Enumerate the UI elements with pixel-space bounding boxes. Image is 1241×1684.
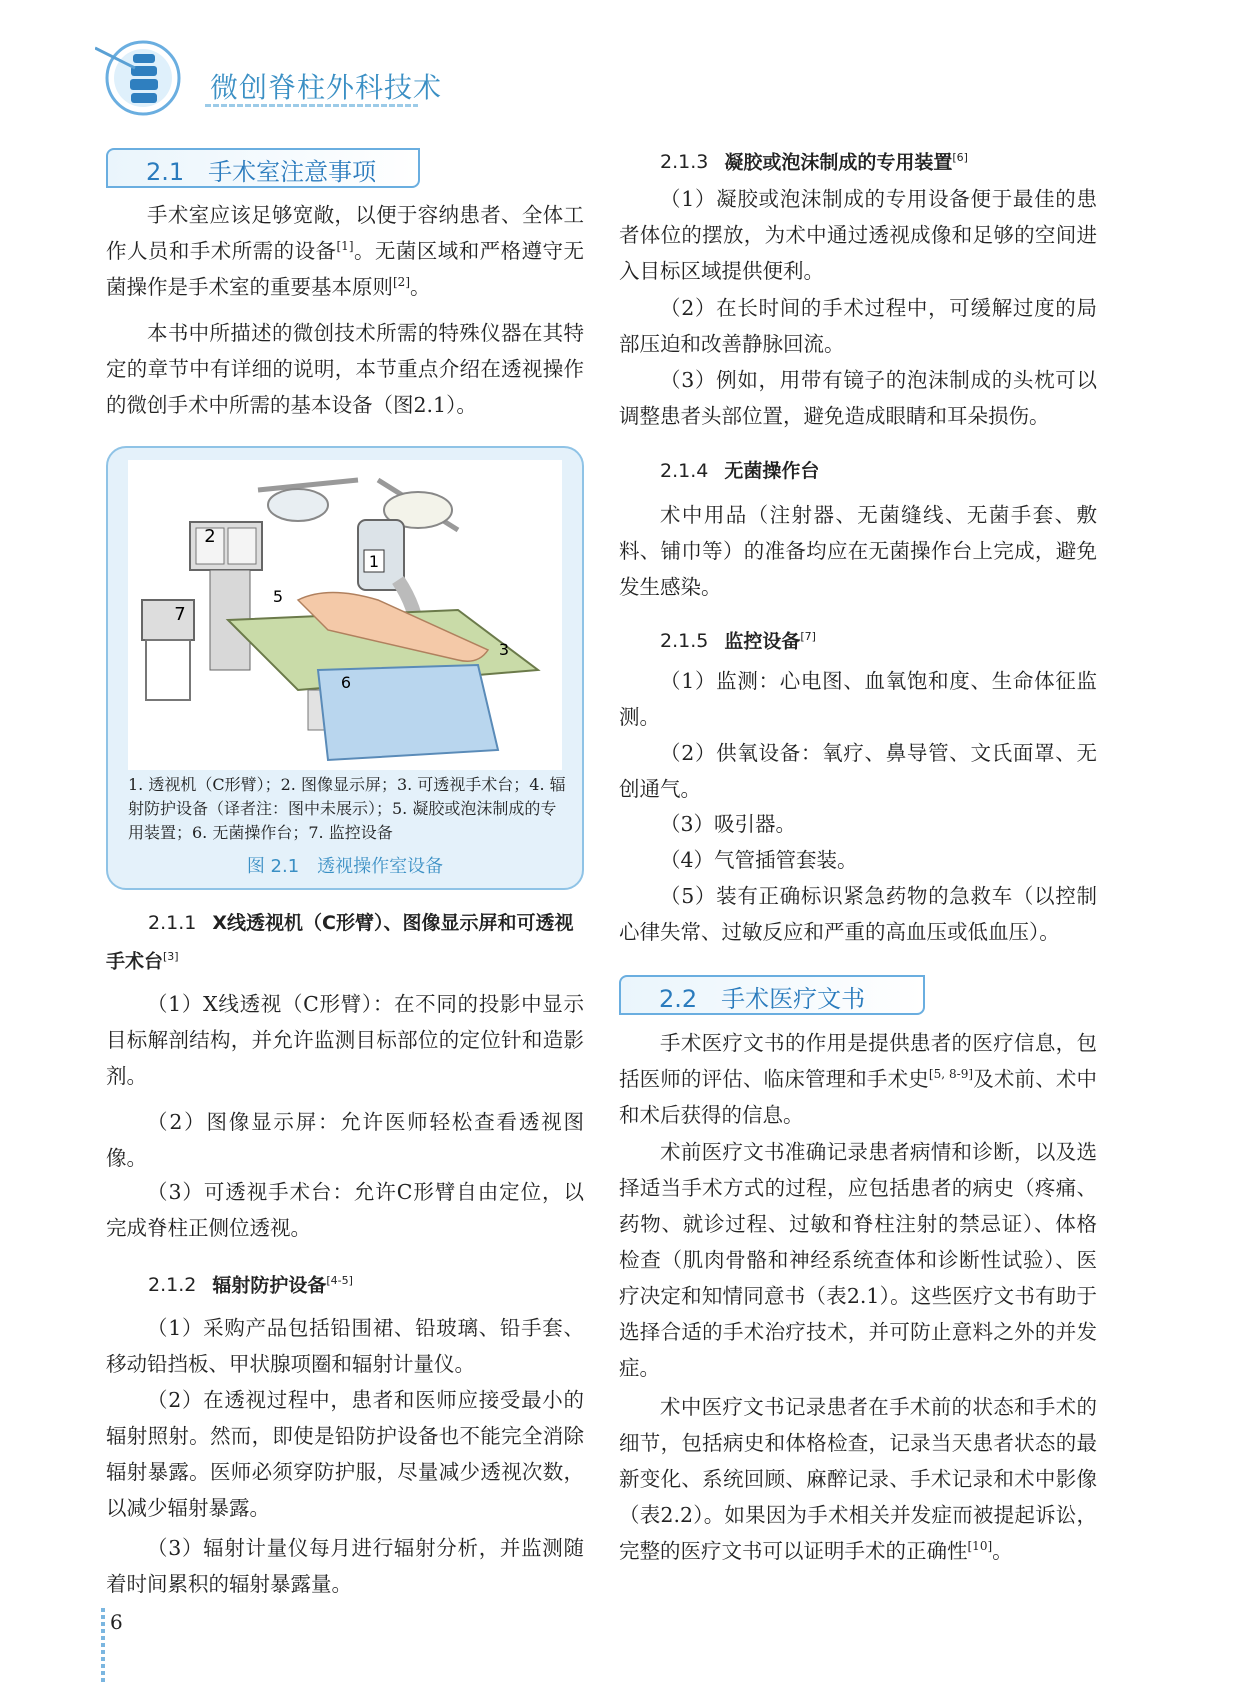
page-margin-mark — [101, 1608, 105, 1684]
figure-title: 图 2.1 透视操作室设备 — [246, 856, 444, 877]
paragraph: （4）气管插管套装。 — [660, 848, 858, 872]
figure-label-1: 1 — [368, 552, 380, 571]
paragraph: （1）凝胶或泡沫制成的专用设备便于最佳的患者体位的摆放，为术中通过透视成像和足够的空间进入目标区域提供便利。 — [619, 187, 1097, 283]
paragraph: （1）X线透视（C形臂）：在不同的投影中显示目标解剖结构，并允许监测目标部位的定位针和造影剂。 — [106, 992, 584, 1088]
subsection-2-1-4-heading: 2.1.4 无菌操作台 — [660, 460, 820, 482]
paragraph: （2）在透视过程中，患者和医师应接受最小的辐射照射。然而，即使是铅防护设备也不能完全消除辐射暴露。医师必须穿防护服，尽量减少透视次数，以减少辐射暴露。 — [106, 1388, 584, 1520]
paragraph: （3）辐射计量仪每月进行辐射分析，并监测随着时间累积的辐射暴露量。 — [106, 1536, 584, 1596]
figure-label-6: 6 — [340, 673, 352, 692]
paragraph: （3）吸引器。 — [660, 812, 797, 836]
paragraph: （3）例如，用带有镜子的泡沫制成的头枕可以调整患者头部位置，避免造成眼睛和耳朵损伤。 — [619, 368, 1097, 428]
paragraph: （5）装有正确标识紧急药物的急救车（以控制心律失常、过敏反应和严重的高血压或低血压）。 — [619, 884, 1097, 944]
paragraph: （2）在长时间的手术过程中，可缓解过度的局部压迫和改善静脉回流。 — [619, 296, 1097, 356]
paragraph: （3）可透视手术台：允许C形臂自由定位，以完成脊柱正侧位透视。 — [106, 1180, 584, 1240]
section-2-1-heading: 2.1 手术室注意事项 — [106, 148, 420, 188]
subsection-2-1-5-heading: 2.1.5 监控设备[7] — [660, 630, 816, 653]
subsection-2-1-1-heading: 2.1.1 X线透视机（C形臂）、图像显示屏和可透视手术台[3] — [106, 912, 574, 973]
paragraph: 手术医疗文书的作用是提供患者的医疗信息，包括医师的评估、临床管理和手术史[5, 8-9]及术前、术中和术后获得的信息。 — [619, 1031, 1098, 1127]
page-number: 6 — [110, 1610, 123, 1634]
figure-2-1 — [106, 446, 584, 890]
paragraph: 术中用品（注射器、无菌缝线、无菌手套、敷料、铺巾等）的准备均应在无菌操作台上完成，避免发生感染。 — [619, 503, 1097, 599]
figure-caption: 1. 透视机（C形臂）；2. 图像显示屏；3. 可透视手术台；4. 辐射防护设备（译者注：图中未展示）；5. 凝胶或泡沫制成的专用装置；6. 无菌操作台；7. 监控设备 — [128, 775, 566, 842]
subsection-2-1-3-heading: 2.1.3 凝胶或泡沫制成的专用装置[6] — [660, 151, 968, 174]
paragraph: 手术室应该足够宽敞，以便于容纳患者、全体工作人员和手术所需的设备[1]。无菌区域和严格遵守无菌操作是手术室的重要基本原则[2]。 — [106, 203, 584, 299]
subsection-2-1-2-heading: 2.1.2 辐射防护设备[4-5] — [148, 1274, 353, 1297]
figure-label-7: 7 — [174, 604, 186, 625]
paragraph: （2）图像显示屏：允许医师轻松查看透视图像。 — [106, 1110, 584, 1170]
section-2-2-heading: 2.2 手术医疗文书 — [619, 975, 925, 1015]
paragraph: （1）监测：心电图、血氧饱和度、生命体征监测。 — [619, 669, 1097, 729]
paragraph: （1）采购产品包括铅围裙、铅玻璃、铅手套、移动铅挡板、甲状腺项圈和辐射计量仪。 — [106, 1316, 584, 1376]
running-header-title: 微创脊柱外科技术 — [210, 71, 443, 104]
paragraph: （2）供氧设备：氧疗、鼻导管、文氏面罩、无创通气。 — [619, 741, 1097, 801]
paragraph: 术中医疗文书记录患者在手术前的状态和手术的细节，包括病史和体格检查，记录当天患者状态的最新变化、系统回顾、麻醉记录、手术记录和术中影像（表2.2）。如果因为手术相关并发症而被提起诉讼，完整的医疗文书可以证明手术的正确性[10]。 — [619, 1395, 1097, 1563]
paragraph: 术前医疗文书准确记录患者病情和诊断，以及选择适当手术方式的过程，应包括患者的病史（疼痛、药物、就诊过程、过敏和脊柱注射的禁忌证）、体格检查（肌肉骨骼和神经系统查体和诊断性试验）、医疗决定和知情同意书（表2.1）。这些医疗文书有助于选择合适的手术治疗技术，并可防止意料之外的并发症。 — [619, 1140, 1097, 1380]
figure-label-2: 2 — [204, 526, 216, 547]
figure-label-3: 3 — [498, 640, 510, 659]
operating-room-illustration — [128, 460, 562, 770]
figure-label-5: 5 — [272, 587, 284, 606]
header-rule — [205, 104, 418, 107]
paragraph: 本书中所描述的微创技术所需的特殊仪器在其特定的章节中有详细的说明，本节重点介绍在透视操作的微创手术中所需的基本设备（图2.1）。 — [106, 321, 584, 417]
